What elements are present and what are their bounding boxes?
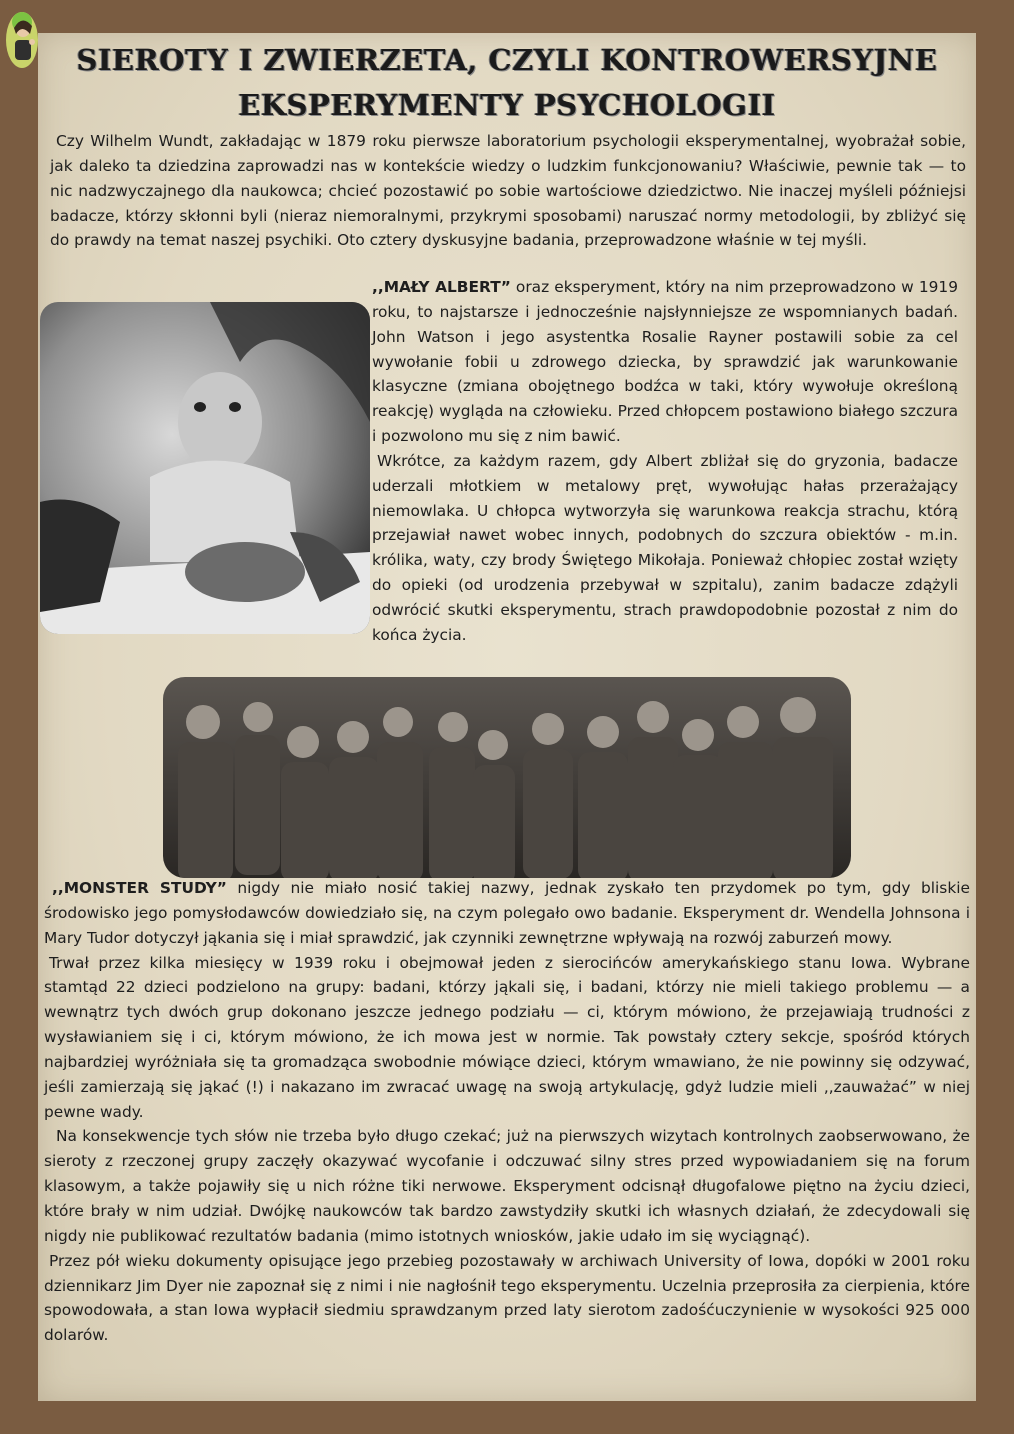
little-albert-section [372,275,958,648]
mascot-logo-icon [2,4,42,70]
little-albert-photo [40,302,370,634]
orphans-group-photo [163,677,851,878]
monster-heading: ,,MONSTER STUDY” [52,879,227,897]
albert-heading: ,,MAŁY ALBERT” [372,278,511,296]
albert-text-1: oraz eksperyment, który na nim przeprowadzono w 1919 roku, to najstarsze i jednocześnie najsłynniejsze ze wspomnianych badań. John Watson i jego asystentka Rosalie Rayner postawili sobie za cel wywołanie fobii u zdrowego dziecka, by sprawdzić jak warunkowanie klasyczne (zmiana obojętnego bodźca w taki, który wywołuje określoną reakcję) wygląda na człowieku. Przed chłopcem postawiono białego szczura i pozwolono mu się z nim bawić. [372,278,958,446]
intro-text: Czy Wilhelm Wundt, zakładając w 1879 roku pierwsze laboratorium psychologii eksperymentalnej, wyobrażał sobie, jak daleko ta dziedzina zaprowadzi nas w kontekście wiedzy o ludzkim funkcjonowaniu? Właściwie, pewnie tak — to nic nadzwyczajnego dla naukowca; chcieć pozostawić po sobie wartościowe dziedzictwo. Nie inaczej myśleli późniejsi badacze, którzy skłonni byli (nieraz niemoralnymi, przykrymi sposobami) naruszać normy metodologii, by zbliżyć się do prawdy na temat naszej psychiki. Oto cztery dyskusyjne badania, przeprowadzone właśnie w tej myśli. [50,132,966,250]
monster-study-section [44,876,970,1348]
little-albert-image [40,302,370,634]
title-line-1: SIEROTY I ZWIERZETA, CZYLI KONTROWERSYJNE [76,43,938,77]
page-title [40,38,974,128]
monster-paragraph-1 [44,876,970,951]
monster-paragraph-3: Na konsekwencje tych słów nie trzeba było długo czekać; już na pierwszych wizytach kontrolnych zaobserwowano, że sieroty z rzeczonej grupy zaczęły okazywać wycofanie i odczuwać silny stres przed wypowiadaniem się na forum klasowym, a także pojawiły się u nich różne tiki nerwowe. Eksperyment odcisnął długofalowe piętno na życiu dzieci, które brały w nim udział. Dwójkę naukowców tak bardzo zawstydziły skutki ich własnych działań, że zdecydowali się nigdy nie publikować rezultatów badania (mimo istotnych wniosków, jakie udało im się wyciągnąć). [44,1127,970,1245]
monster-paragraph-4: Przez pół wieku dokumenty opisujące jego przebieg pozostawały w archiwach University of Iowa, dopóki w 2001 roku dziennikarz Jim Dyer nie zapoznał się z nimi i nie nagłośnił tego eksperymentu. Uczelnia przeprosiła za cierpienia, które spowodowała, a stan Iowa wypłacił siedmiu sprawdzanym przed laty sierotom zadośćuczynienie w wysokości 925 000 dolarów. [44,1251,970,1345]
monster-paragraph-2: Trwał przez kilka miesięcy w 1939 roku i obejmował jeden z sierocińców amerykańskiego stanu Iowa. Wybrane stamtąd 22 dzieci podzielono na grupy: badani, którzy jąkali się, i badani, którzy nie mieli takiego problemu — a wewnątrz tych dwóch grup dokonano jeszcze jednego podziału — ci, którym mówiono, że przejawiają trudności z wysławianiem się i ci, którym mówiono, że ich mowa jest w normie. Tak powstały cztery sekcje, spośród których najbardziej wyróżniała się ta gromadząca swobodnie mówiące dzieci, którym wmawiano, że nie powinny się odzywać, jeśli zamierzają się jąkać (!) i nakazano im zwracać uwagę na swoją artykulację, gdyż ludzie mieli ,,zauważać” w niej pewne wady. [44,953,970,1121]
albert-paragraph-1 [372,275,958,449]
intro-paragraph [50,129,966,253]
albert-paragraph-2: Wkrótce, za każdym razem, gdy Albert zbliżał się do gryzonia, badacze uderzali młotkiem w metalowy pręt, wywołując hałas przerażający niemowlaka. U chłopca wytworzyła się warunkowa reakcja strachu, którą przejawiał nawet wobec innych, podobnych do szczura obiektów - m.in. królika, waty, czy brody Świętego Mikołaja. Ponieważ chłopiec został wzięty do opieki (od urodzenia przebywał w szpitalu), zanim badacze zdążyli odwrócić skutki eksperymentu, strach prawdopodobnie pozostał z nim do końca życia. [372,451,958,644]
orphans-image [163,677,851,878]
monster-text-1: nigdy nie miało nosić takiej nazwy, jednak zyskało ten przydomek po tym, gdy bliskie środowisko jego pomysłodawców dowiedziało się, na czym polegało owo badanie. Eksperyment dr. Wendella Johnsona i Mary Tudor dotyczył jąkania się i miał sprawdzić, jak czynniki zewnętrzne wpływają na rozwój zaburzeń mowy. [44,879,970,947]
title-line-2: EKSPERYMENTY PSYCHOLOGII [238,88,776,122]
